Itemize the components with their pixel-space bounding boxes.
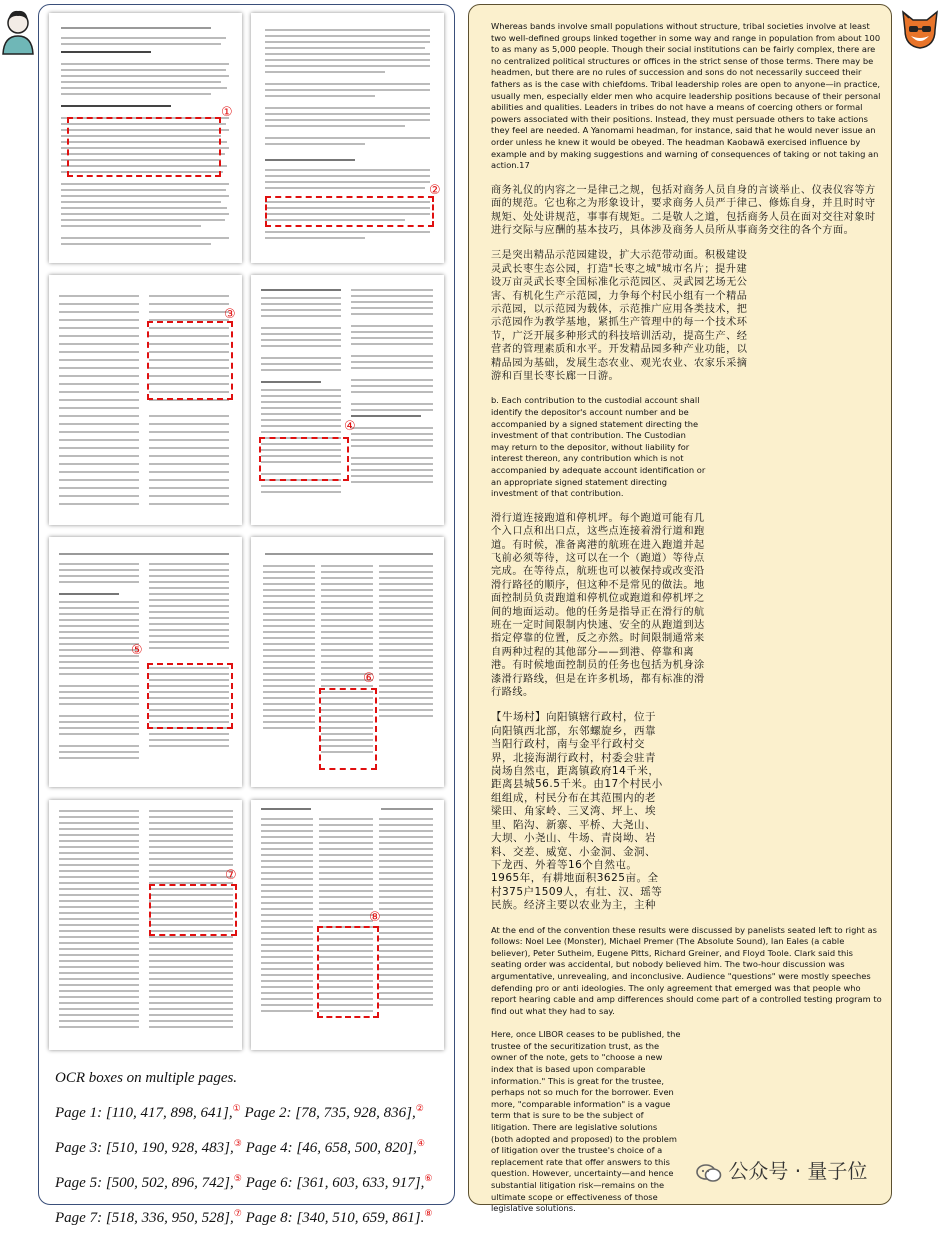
caption-line-4: Page 7: [518, 336, 950, 528],⑦ Page 8: [340, 510, 659, 861].⑧ [55, 1208, 433, 1226]
ocr-text-page-4: b. Each contribution to the custodial account shall identify the depositor's account number and be accompanied by a signed statement directing the investment of that contribution. The Custodian may return to the depositor, without liability for interest thereon, any contribution which is not accompanied by adequate account identification or an appropriate signed statement directing investment of that contribution. [491, 395, 706, 499]
watermark [696, 1155, 867, 1184]
page-4-thumbnail [251, 275, 444, 525]
ocr-box-page-5 [147, 663, 233, 729]
page-6-thumbnail [251, 537, 444, 787]
watermark-text: 公众号 · 量子位 [728, 1159, 868, 1183]
ocr-box-page-2 [265, 196, 434, 227]
ocr-box-label-7: ⑦ [225, 868, 237, 883]
ocr-box-page-3 [147, 321, 233, 400]
user-avatar-icon [0, 6, 36, 56]
ocr-box-page-4 [259, 437, 349, 481]
ocr-box-label-1: ① [221, 105, 233, 120]
ocr-text-page-8: Here, once LIBOR ceases to be published, the trustee of the securitization trust, as the owner of the note, gets to "choose a new index that is based upon comparable information." This is great for the trustee, perhaps not so much for the borrower. Even more, "comparable information" is a vague term that is sure to be the subject of litigation. There are legislative solutions (both adopted and proposed) to the problem of litigation over the trustee's choice of a replacement rate that offer answers to this question. However, uncertainty—and hence substantial litigation risk—remains on the ultimate scope or effectiveness of those legislative solutions. [491, 1029, 681, 1214]
ocr-box-page-8 [317, 926, 379, 1018]
page-1-thumbnail [49, 13, 242, 263]
ocr-output-panel [468, 4, 892, 1214]
caption-heading: OCR boxes on multiple pages. [55, 1070, 238, 1086]
page-thumbnails-panel [38, 4, 455, 1226]
caption-line-3: Page 5: [500, 502, 896, 742],⑤ Page 6: [361, 603, 633, 917],⑥ [55, 1173, 433, 1191]
ocr-box-label-2: ② [429, 183, 441, 198]
bot-avatar-icon [899, 6, 941, 52]
ocr-box-label-4: ④ [344, 419, 356, 434]
ocr-caption [55, 1063, 450, 1233]
ocr-box-page-7 [149, 884, 237, 936]
ocr-text-page-5: 滑行道连接跑道和停机坪。每个跑道可能有几个入口点和出口点，这些点连接着滑行道和跑道。有时候，准备离港的航班在进入跑道并起飞前必须等待，这可以在一个（跑道）等待点完成。在等待点，航班也可以被保持或改变沿滑行路径的顺序，但这种不是常见的做法。地面控制员负责跑道和停机位或跑道和停机坪之间的地面运动。他的任务是指导正在滑行的航班在一定时间限制内快速、安全的从跑道到达指定停靠的位置，反之亦然。时间限制通常来自两种过程的其他部分——到港、停靠和离港。有时候地面控制员的任务也包括为机身涂漆滑行路线，但是在许多机场，都有标准的滑行路线。 [491, 512, 705, 699]
ocr-text-page-3: 三是突出精品示范园建设，扩大示范带动面。积极建设灵武长枣生态公园，打造"长枣之城"城市名片；提升建设万亩灵武长枣全国标准化示范园区、灵武园艺场无公害、有机化生产示范园，力争每个村民小组有一个精品示范园，以示范园为载体，示范推广应用各类技术，把示范园作为教学基地，紧抓生产管理中的每一个技术环节，广泛开展多种形式的科技培训活动，提高生产、经营者的管理素质和水平。开发精品园多种产业功能，以精品园为基础，发展生态农业、观光农业、农家乐采摘游和百里长枣长廊一日游。 [491, 250, 748, 382]
ocr-text-page-2: 商务礼仪的内容之一是律己之规，包括对商务人员自身的言谈举止、仪表仪容等方面的规范。它也称之为形象设计，要求商务人员严于律己、修炼自身，并且时时守规矩、处处讲规范，事事有规矩。二是敬人之道，包括商务人员在面对交往对象时进行交际与应酬的基本技巧，具体涉及商务人员所从事商务交往的各个方面。 [491, 184, 876, 236]
page-2-thumbnail [251, 13, 444, 263]
page-5-thumbnail [49, 537, 242, 787]
ocr-box-page-1 [67, 117, 221, 177]
ocr-text-page-7: At the end of the convention these results were discussed by panelists seated left to right as follows: Noel Lee (Monster), Michael Premer (The Absolute Sound), Ian Eales (a cable believer), Peter Sutheim, Eugene Pitts, Richard Greiner, and Floyd Toole. Clark said this seating order was accidental, but nobody believed him. The two-hour discussion was argumentative, unrevealing, and inconclusive. Audience "questions" were mostly speeches defending pro or anti ideologies. The only agreement that emerged was that people who report hearing cable and amp differences should come part of a controlled testing program to find out what they had to say. [491, 924, 882, 1016]
wechat-icon [696, 1163, 722, 1183]
ocr-text-page-1: Whereas bands involve small populations without structure, tribal societies involve at least two well-defined groups linked together in some way and range in population from about 100 to as many as 5,000 people. Though their social institutions can be fairly complex, there are no centralized political structures or offices in the strict sense of those terms. There may be headmen, but there are no rules of succession and sons do not necessarily succeed their fathers as is the case with chiefdoms. Tribal leadership roles are open to anyone—in practice, usually men, especially elder men who acquire leadership positions because of their personal abilities and qualities. Leaders in tribes do not have a means of coercing others or formal powers associated with their positions. Instead, they must persuade others to take actions they feel are needed. A Yanomami headman, for instance, said that he would never issue an order unless he knew it would be obeyed. The headman Kaobawä exercised influence by example and by making suggestions and warning of consequences of taking or not taking an action.17 [491, 21, 881, 171]
page-7-thumbnail [49, 800, 242, 1050]
caption-line-2: Page 3: [510, 190, 928, 483],③ Page 4: [46, 658, 500, 820],④ [55, 1138, 425, 1156]
page-3-thumbnail [49, 275, 242, 525]
ocr-text-page-6: 【牛场村】向阳镇辖行政村，位于向阳镇西北部，东邻螺旋乡，西靠当阳行政村，南与金平行政村交界，北接海湖行政村，村委会驻青岗场自然屯，距离镇政府14千米，距离县城56.5千米。由17个村民小组组成，村民分布在其范围内的老梁田、角家岭、三叉湾、坪上、埃里、陷沟、新寨、平桥、大尧山、大坝、小尧山、牛场、青岗坳、岩料、交差、威宽、小金洞、金洞、下龙西、外着等16个自然屯。1965年，有耕地面积3625亩。全村375户1509人，有壮、汉、瑶等民族。经济主要以农业为主，主种 [491, 711, 663, 912]
caption-line-1: Page 1: [110, 417, 898, 641],① Page 2: [78, 735, 928, 836],② [55, 1103, 424, 1121]
ocr-box-label-6: ⑥ [363, 671, 375, 686]
page-8-thumbnail [251, 800, 444, 1050]
ocr-box-page-6 [319, 688, 377, 770]
ocr-box-label-8: ⑧ [369, 910, 381, 925]
ocr-box-label-3: ③ [224, 307, 236, 322]
ocr-box-label-5: ⑤ [131, 643, 143, 658]
